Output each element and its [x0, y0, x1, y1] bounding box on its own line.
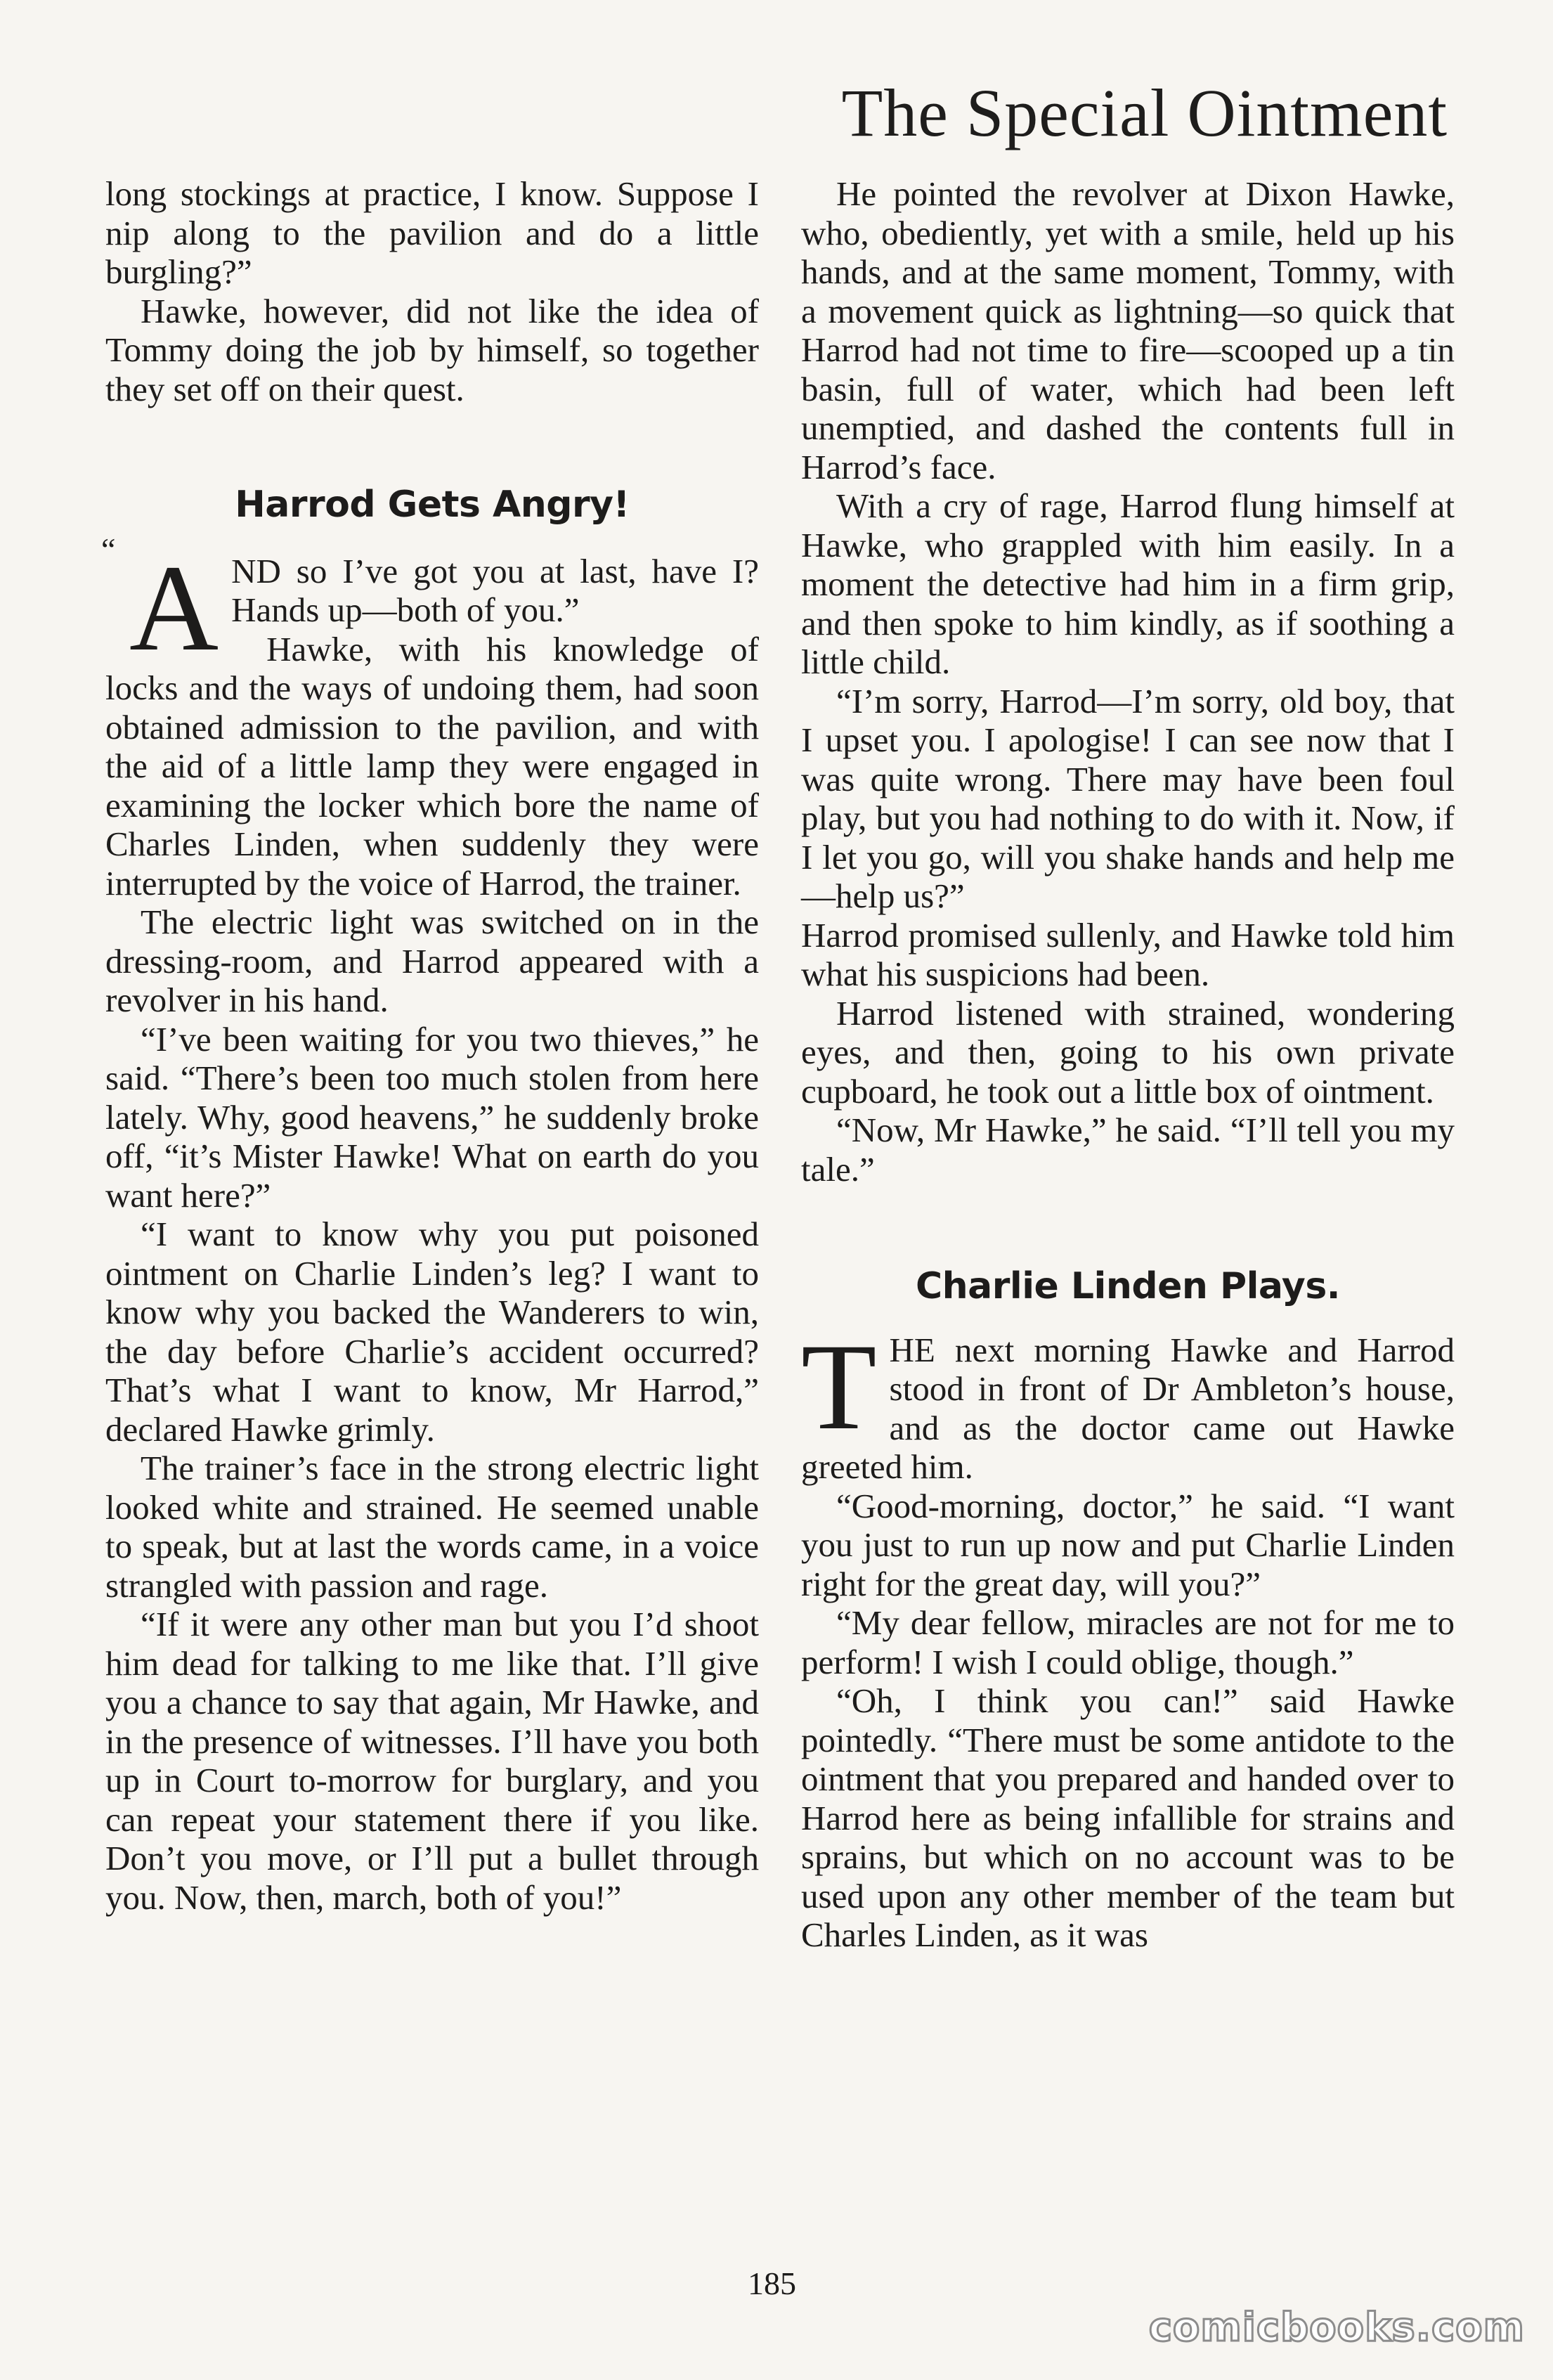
paragraph: The electric light was switched on in the dressing-room, and Harrod appeared with a revolver in his hand.	[105, 903, 759, 1019]
paragraph: “I’m sorry, Harrod—I’m sorry, old boy, that I upset you. I apologise! I can see now that I was quite wrong. There may have been foul play, but you had nothing to do with it. Now, if I let you go, will you shake hands and help me—help us?”	[801, 681, 1455, 915]
paragraph: “If it were any other man but you I’d shoot him dead for talking to me like that. I’ll give you a chance to say that again, Mr Hawke, and in the presence of witnesses. I’ll have you both up in Court to-morrow for burglary, and you can repeat your statement there if you like. Don’t you move, or I’ll put a bullet through you. Now, then, march, both of you!”	[105, 1605, 759, 1917]
drop-cap-letter: A	[129, 539, 219, 677]
watermark-logo: comicbooks.com	[1148, 2305, 1525, 2350]
running-head-title: The Special Ointment	[841, 75, 1448, 150]
paragraph: “I want to know why you put poisoned ointment on Charlie Linden’s leg? I want to know why you backed the Wanderers to win, the day before Charlie’s accident occurred? That’s what I want to know, Mr Harrod,” declared Hawke grimly.	[105, 1215, 759, 1449]
paragraph: “Oh, I think you can!” said Hawke pointedly. “There must be some antidote to the ointment that you prepared and handed over to Harrod here as being infallible for strains and sprains, but which on no account was to be used upon any other member of the team but Charles Linden, as it was	[801, 1681, 1455, 1954]
paragraph: Hawke, with his knowledge of locks and the ways of undoing them, had soon obtained admission to the pavilion, and with the aid of a little lamp they were engaged in examining the locker which bore the name of Charles Linden, when suddenly they were interrupted by the voice of Harrod, the trainer.	[105, 629, 759, 903]
dropcap-paragraph-text: HE next morning Hawke and Harrod stood in front of Dr Ambleton’s house, and as the doctor came out Hawke greeted him.	[801, 1330, 1455, 1486]
section-heading: Harrod Gets Angry!	[235, 484, 630, 526]
section-heading: Charlie Linden Plays.	[915, 1265, 1341, 1307]
paragraph: The trainer’s face in the strong electric light looked white and strained. He seemed unable to speak, but at last the words came, in a voice strangled with passion and rage.	[105, 1449, 759, 1605]
drop-cap-letter: T	[801, 1318, 877, 1456]
right-column	[801, 174, 1455, 1955]
paragraph: “I’ve been waiting for you two thieves,” he said. “There’s been too much stolen from here lately. Why, good heavens,” he suddenly broke off, “it’s Mister Hawke! What on earth do you want here?”	[105, 1019, 759, 1215]
paragraph: “Now, Mr Hawke,” he said. “I’ll tell you my tale.”	[801, 1111, 1455, 1189]
page-number: 185	[748, 2265, 796, 2301]
dropcap-paragraph-text: ND so I’ve got you at last, have I? Hands up—both of you.”	[231, 551, 759, 629]
paragraph: He pointed the revolver at Dixon Hawke, who, obediently, yet with a smile, held up his hands, and at the same moment, Tommy, with a movement quick as lightning—so quick that Harrod had not time to fire—scooped up a tin basin, full of water, which had been left unemptied, and dashed the contents full in Harrod’s face.	[801, 174, 1455, 486]
paragraph: With a cry of rage, Harrod flung himself at Hawke, who grappled with him easily. In a moment the detective had him in a firm grip, and then spoke to him kindly, as if soothing a little child.	[801, 486, 1455, 681]
dropcap-block	[801, 1318, 890, 1456]
left-column	[101, 174, 759, 1917]
paragraph: Harrod promised sullenly, and Hawke told him what his suspicions had been.	[801, 915, 1455, 993]
paragraph: long stockings at practice, I know. Suppose I nip along to the pavilion and do a little burgling?”	[105, 174, 759, 291]
paragraph: Harrod listened with strained, wondering eyes, and then, going to his own private cupboard, he took out a little box of ointment.	[801, 993, 1455, 1111]
paragraph: “Good-morning, doctor,” he said. “I want you just to run up now and put Charlie Linden right for the great day, will you?”	[801, 1486, 1455, 1603]
dropcap-paragraph	[801, 1318, 1455, 1487]
paragraph: Hawke, however, did not like the idea of Tommy doing the job by himself, so together they set off on their quest.	[105, 291, 759, 408]
dropcap-block	[101, 531, 231, 677]
paragraph: “My dear fellow, miracles are not for me to perform! I wish I could oblige, though.”	[801, 1603, 1455, 1681]
open-quote-mark: “	[101, 531, 116, 567]
dropcap-paragraph	[101, 531, 759, 677]
